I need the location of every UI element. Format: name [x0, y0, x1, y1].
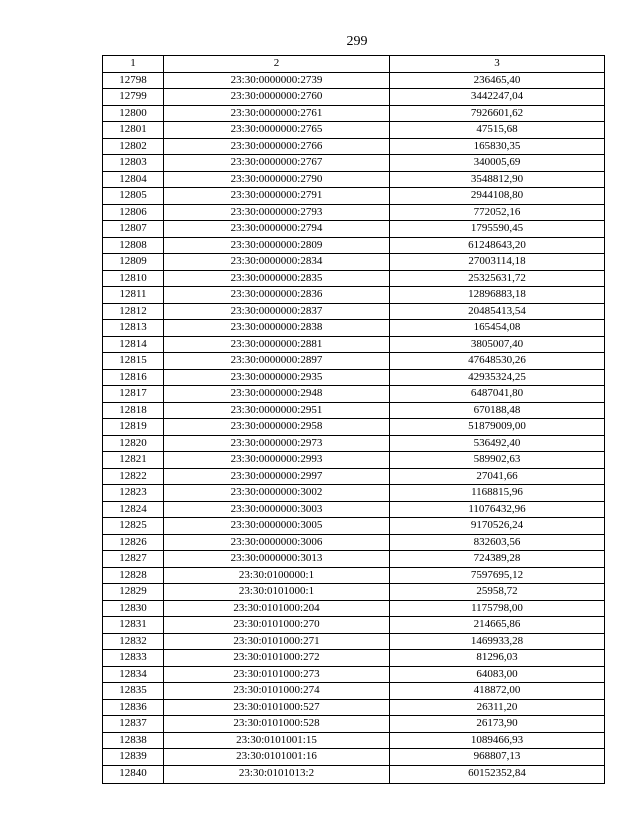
table-row — [103, 518, 605, 535]
table-row — [103, 485, 605, 502]
row-number-cell: 12823 — [103, 485, 164, 502]
table-row — [103, 600, 605, 617]
value-cell: 1168815,96 — [390, 485, 605, 502]
value-cell: 26173,90 — [390, 716, 605, 733]
table-row — [103, 551, 605, 568]
value-cell: 340005,69 — [390, 155, 605, 172]
table-row — [103, 765, 605, 783]
cadastral-number-cell: 23:30:0000000:2739 — [164, 72, 390, 89]
table-row — [103, 386, 605, 403]
column-header: 2 — [164, 56, 390, 73]
column-header: 1 — [103, 56, 164, 73]
row-number-cell: 12808 — [103, 237, 164, 254]
row-number-cell: 12811 — [103, 287, 164, 304]
row-number-cell: 12828 — [103, 567, 164, 584]
value-cell: 12896883,18 — [390, 287, 605, 304]
value-cell: 2944108,80 — [390, 188, 605, 205]
cadastral-number-cell: 23:30:0000000:2767 — [164, 155, 390, 172]
table-row — [103, 287, 605, 304]
table-row — [103, 633, 605, 650]
value-cell: 26311,20 — [390, 699, 605, 716]
cadastral-number-cell: 23:30:0000000:2836 — [164, 287, 390, 304]
row-number-cell: 12818 — [103, 402, 164, 419]
cadastral-number-cell: 23:30:0000000:2838 — [164, 320, 390, 337]
cadastral-number-cell: 23:30:0000000:2997 — [164, 468, 390, 485]
table-row — [103, 89, 605, 106]
table-row — [103, 749, 605, 766]
cadastral-number-cell: 23:30:0101000:271 — [164, 633, 390, 650]
table-row — [103, 435, 605, 452]
cadastral-number-cell: 23:30:0000000:2766 — [164, 138, 390, 155]
value-cell: 1175798,00 — [390, 600, 605, 617]
cadastral-number-cell: 23:30:0000000:2935 — [164, 369, 390, 386]
row-number-cell: 12820 — [103, 435, 164, 452]
value-cell: 589902,63 — [390, 452, 605, 469]
table-row — [103, 369, 605, 386]
data-table — [102, 55, 605, 784]
table-row — [103, 501, 605, 518]
row-number-cell: 12802 — [103, 138, 164, 155]
table-row — [103, 468, 605, 485]
cadastral-number-cell: 23:30:0000000:2948 — [164, 386, 390, 403]
value-cell: 1795590,45 — [390, 221, 605, 238]
cadastral-number-cell: 23:30:0000000:2793 — [164, 204, 390, 221]
row-number-cell: 12840 — [103, 765, 164, 783]
cadastral-number-cell: 23:30:0101000:270 — [164, 617, 390, 634]
value-cell: 1469933,28 — [390, 633, 605, 650]
table-row — [103, 320, 605, 337]
value-cell: 64083,00 — [390, 666, 605, 683]
value-cell: 25325631,72 — [390, 270, 605, 287]
value-cell: 7926601,62 — [390, 105, 605, 122]
cadastral-number-cell: 23:30:0101000:204 — [164, 600, 390, 617]
cadastral-number-cell: 23:30:0000000:2760 — [164, 89, 390, 106]
value-cell: 968807,13 — [390, 749, 605, 766]
cadastral-number-cell: 23:30:0000000:2835 — [164, 270, 390, 287]
value-cell: 3805007,40 — [390, 336, 605, 353]
cadastral-number-cell: 23:30:0000000:3003 — [164, 501, 390, 518]
table-row — [103, 155, 605, 172]
row-number-cell: 12798 — [103, 72, 164, 89]
value-cell: 47648530,26 — [390, 353, 605, 370]
row-number-cell: 12831 — [103, 617, 164, 634]
row-number-cell: 12807 — [103, 221, 164, 238]
value-cell: 3442247,04 — [390, 89, 605, 106]
value-cell: 20485413,54 — [390, 303, 605, 320]
row-number-cell: 12814 — [103, 336, 164, 353]
value-cell: 772052,16 — [390, 204, 605, 221]
row-number-cell: 12833 — [103, 650, 164, 667]
value-cell: 670188,48 — [390, 402, 605, 419]
table-row — [103, 303, 605, 320]
table-row — [103, 699, 605, 716]
table-row — [103, 138, 605, 155]
table-header-row — [103, 56, 605, 73]
table-row — [103, 650, 605, 667]
value-cell: 724389,28 — [390, 551, 605, 568]
table-row — [103, 732, 605, 749]
cadastral-number-cell: 23:30:0000000:2790 — [164, 171, 390, 188]
cadastral-number-cell: 23:30:0101000:528 — [164, 716, 390, 733]
cadastral-number-cell: 23:30:0000000:2951 — [164, 402, 390, 419]
row-number-cell: 12825 — [103, 518, 164, 535]
cadastral-number-cell: 23:30:0101000:527 — [164, 699, 390, 716]
row-number-cell: 12799 — [103, 89, 164, 106]
cadastral-number-cell: 23:30:0000000:3013 — [164, 551, 390, 568]
table-row — [103, 221, 605, 238]
value-cell: 42935324,25 — [390, 369, 605, 386]
row-number-cell: 12809 — [103, 254, 164, 271]
page-number: 299 — [346, 34, 368, 49]
table-row — [103, 188, 605, 205]
table-row — [103, 105, 605, 122]
table-row — [103, 122, 605, 139]
table-row — [103, 72, 605, 89]
row-number-cell: 12839 — [103, 749, 164, 766]
table-row — [103, 666, 605, 683]
row-number-cell: 12800 — [103, 105, 164, 122]
row-number-cell: 12827 — [103, 551, 164, 568]
row-number-cell: 12812 — [103, 303, 164, 320]
value-cell: 27003114,18 — [390, 254, 605, 271]
cadastral-number-cell: 23:30:0101000:272 — [164, 650, 390, 667]
table-row — [103, 584, 605, 601]
cadastral-number-cell: 23:30:0000000:2993 — [164, 452, 390, 469]
row-number-cell: 12815 — [103, 353, 164, 370]
table-row — [103, 171, 605, 188]
table-row — [103, 419, 605, 436]
cadastral-number-cell: 23:30:0100000:1 — [164, 567, 390, 584]
cadastral-number-cell: 23:30:0000000:2794 — [164, 221, 390, 238]
value-cell: 236465,40 — [390, 72, 605, 89]
row-number-cell: 12832 — [103, 633, 164, 650]
cadastral-number-cell: 23:30:0000000:2765 — [164, 122, 390, 139]
table-row — [103, 353, 605, 370]
table-row — [103, 617, 605, 634]
table-row — [103, 402, 605, 419]
cadastral-number-cell: 23:30:0000000:3005 — [164, 518, 390, 535]
table-row — [103, 683, 605, 700]
cadastral-number-cell: 23:30:0000000:2881 — [164, 336, 390, 353]
table-body — [103, 56, 605, 784]
cadastral-number-cell: 23:30:0000000:2834 — [164, 254, 390, 271]
value-cell: 25958,72 — [390, 584, 605, 601]
cadastral-number-cell: 23:30:0000000:2761 — [164, 105, 390, 122]
cadastral-number-cell: 23:30:0000000:2897 — [164, 353, 390, 370]
row-number-cell: 12830 — [103, 600, 164, 617]
value-cell: 60152352,84 — [390, 765, 605, 783]
row-number-cell: 12829 — [103, 584, 164, 601]
cadastral-number-cell: 23:30:0000000:3006 — [164, 534, 390, 551]
value-cell: 11076432,96 — [390, 501, 605, 518]
cadastral-number-cell: 23:30:0101000:274 — [164, 683, 390, 700]
value-cell: 165830,35 — [390, 138, 605, 155]
value-cell: 81296,03 — [390, 650, 605, 667]
value-cell: 51879009,00 — [390, 419, 605, 436]
row-number-cell: 12824 — [103, 501, 164, 518]
table-row — [103, 270, 605, 287]
row-number-cell: 12803 — [103, 155, 164, 172]
cadastral-number-cell: 23:30:0101001:15 — [164, 732, 390, 749]
table-row — [103, 567, 605, 584]
cadastral-number-cell: 23:30:0101000:273 — [164, 666, 390, 683]
table-row — [103, 716, 605, 733]
row-number-cell: 12826 — [103, 534, 164, 551]
table-row — [103, 336, 605, 353]
row-number-cell: 12810 — [103, 270, 164, 287]
table-row — [103, 534, 605, 551]
row-number-cell: 12804 — [103, 171, 164, 188]
value-cell: 6487041,80 — [390, 386, 605, 403]
cadastral-number-cell: 23:30:0000000:2791 — [164, 188, 390, 205]
row-number-cell: 12836 — [103, 699, 164, 716]
table-row — [103, 237, 605, 254]
column-header: 3 — [390, 56, 605, 73]
value-cell: 27041,66 — [390, 468, 605, 485]
value-cell: 214665,86 — [390, 617, 605, 634]
row-number-cell: 12821 — [103, 452, 164, 469]
cadastral-number-cell: 23:30:0101001:16 — [164, 749, 390, 766]
value-cell: 536492,40 — [390, 435, 605, 452]
value-cell: 47515,68 — [390, 122, 605, 139]
row-number-cell: 12801 — [103, 122, 164, 139]
row-number-cell: 12835 — [103, 683, 164, 700]
value-cell: 3548812,90 — [390, 171, 605, 188]
row-number-cell: 12822 — [103, 468, 164, 485]
row-number-cell: 12838 — [103, 732, 164, 749]
cadastral-number-cell: 23:30:0000000:2809 — [164, 237, 390, 254]
row-number-cell: 12837 — [103, 716, 164, 733]
row-number-cell: 12816 — [103, 369, 164, 386]
cadastral-number-cell: 23:30:0000000:2958 — [164, 419, 390, 436]
value-cell: 418872,00 — [390, 683, 605, 700]
row-number-cell: 12813 — [103, 320, 164, 337]
value-cell: 832603,56 — [390, 534, 605, 551]
table-row — [103, 204, 605, 221]
row-number-cell: 12834 — [103, 666, 164, 683]
row-number-cell: 12806 — [103, 204, 164, 221]
row-number-cell: 12819 — [103, 419, 164, 436]
value-cell: 165454,08 — [390, 320, 605, 337]
row-number-cell: 12805 — [103, 188, 164, 205]
table-row — [103, 254, 605, 271]
value-cell: 7597695,12 — [390, 567, 605, 584]
cadastral-number-cell: 23:30:0000000:2973 — [164, 435, 390, 452]
cadastral-number-cell: 23:30:0000000:3002 — [164, 485, 390, 502]
cadastral-number-cell: 23:30:0101013:2 — [164, 765, 390, 783]
cadastral-number-cell: 23:30:0101000:1 — [164, 584, 390, 601]
row-number-cell: 12817 — [103, 386, 164, 403]
value-cell: 9170526,24 — [390, 518, 605, 535]
table-row — [103, 452, 605, 469]
value-cell: 61248643,20 — [390, 237, 605, 254]
value-cell: 1089466,93 — [390, 732, 605, 749]
cadastral-number-cell: 23:30:0000000:2837 — [164, 303, 390, 320]
